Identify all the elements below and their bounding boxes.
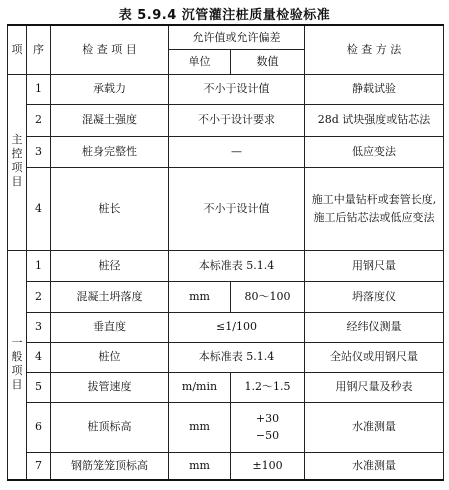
row-seq: 6 bbox=[27, 402, 51, 452]
row-item: 垂直度 bbox=[51, 312, 169, 342]
row-method: 水准测量 bbox=[305, 402, 444, 452]
row-tolerance: 本标准表 5.1.4 bbox=[169, 250, 305, 281]
row-item: 拔管速度 bbox=[51, 372, 169, 402]
row-seq: 2 bbox=[27, 104, 51, 136]
table-title: 表 5.9.4 沉管灌注桩质量检验标准 bbox=[118, 8, 331, 23]
row-value: ±100 bbox=[231, 452, 305, 480]
row-seq: 5 bbox=[27, 372, 51, 402]
row-method: 静载试验 bbox=[305, 74, 444, 104]
row-tolerance: 不小于设计值 bbox=[169, 167, 305, 250]
header-category: 项 bbox=[8, 25, 27, 74]
table-row bbox=[8, 342, 444, 372]
header-value: 数值 bbox=[231, 49, 305, 74]
table-row bbox=[8, 136, 444, 167]
table-row bbox=[8, 104, 444, 136]
row-value bbox=[231, 402, 305, 452]
row-item: 钢筋笼笼顶标高 bbox=[51, 452, 169, 480]
row-unit: mm bbox=[169, 452, 231, 480]
header-method: 检 查 方 法 bbox=[305, 25, 444, 74]
table-row bbox=[8, 372, 444, 402]
row-unit: mm bbox=[169, 402, 231, 452]
row-item: 桩位 bbox=[51, 342, 169, 372]
row-tolerance: ≤1/100 bbox=[169, 312, 305, 342]
row-seq: 2 bbox=[27, 281, 51, 312]
row-value: 1.2～1.5 bbox=[231, 372, 305, 402]
row-unit: mm bbox=[169, 281, 231, 312]
row-method: 用钢尺量 bbox=[305, 250, 444, 281]
header-unit: 单位 bbox=[169, 49, 231, 74]
row-item: 混凝土坍落度 bbox=[51, 281, 169, 312]
row-method: 用钢尺量及秒表 bbox=[305, 372, 444, 402]
row-item: 桩长 bbox=[51, 167, 169, 250]
row-method: 坍落度仪 bbox=[305, 281, 444, 312]
row-seq: 4 bbox=[27, 167, 51, 250]
table-row bbox=[8, 281, 444, 312]
row-tolerance: — bbox=[169, 136, 305, 167]
table-row bbox=[8, 402, 444, 452]
row-seq: 4 bbox=[27, 342, 51, 372]
table-row bbox=[8, 312, 444, 342]
row-seq: 1 bbox=[27, 74, 51, 104]
row-item: 桩径 bbox=[51, 250, 169, 281]
row-method: 水准测量 bbox=[305, 452, 444, 480]
row-seq: 3 bbox=[27, 136, 51, 167]
header-tolerance: 允许值或允许偏差 bbox=[169, 25, 305, 49]
header-item: 检 查 项 目 bbox=[51, 25, 169, 74]
row-method: 28d 试块强度或钻芯法 bbox=[305, 104, 444, 136]
row-value-lower: −50 bbox=[255, 429, 280, 442]
row-unit: m/min bbox=[169, 372, 231, 402]
table-row bbox=[8, 250, 444, 281]
row-item: 桩顶标高 bbox=[51, 402, 169, 452]
row-tolerance: 不小于设计要求 bbox=[169, 104, 305, 136]
row-item: 承载力 bbox=[51, 74, 169, 104]
row-value-upper: +30 bbox=[255, 411, 280, 425]
row-value: 80～100 bbox=[231, 281, 305, 312]
row-seq: 7 bbox=[27, 452, 51, 480]
row-item: 混凝土强度 bbox=[51, 104, 169, 136]
row-method: 施工中量钻杆或套管长度,施工后钻芯法或低应变法 bbox=[305, 167, 444, 250]
row-seq: 3 bbox=[27, 312, 51, 342]
row-seq: 1 bbox=[27, 250, 51, 281]
row-tolerance: 不小于设计值 bbox=[169, 74, 305, 104]
group-label-main: 主控项目 bbox=[8, 74, 27, 250]
quality-inspection-table bbox=[7, 24, 444, 481]
table-row bbox=[8, 74, 444, 104]
table-row bbox=[8, 167, 444, 250]
row-tolerance: 本标准表 5.1.4 bbox=[169, 342, 305, 372]
header-seq: 序 bbox=[27, 25, 51, 74]
table-row bbox=[8, 452, 444, 480]
group-label-general: 一般项目 bbox=[8, 250, 27, 480]
row-method: 低应变法 bbox=[305, 136, 444, 167]
row-method: 全站仪或用钢尺量 bbox=[305, 342, 444, 372]
header-row-1 bbox=[8, 25, 444, 49]
row-method: 经纬仪测量 bbox=[305, 312, 444, 342]
row-item: 桩身完整性 bbox=[51, 136, 169, 167]
